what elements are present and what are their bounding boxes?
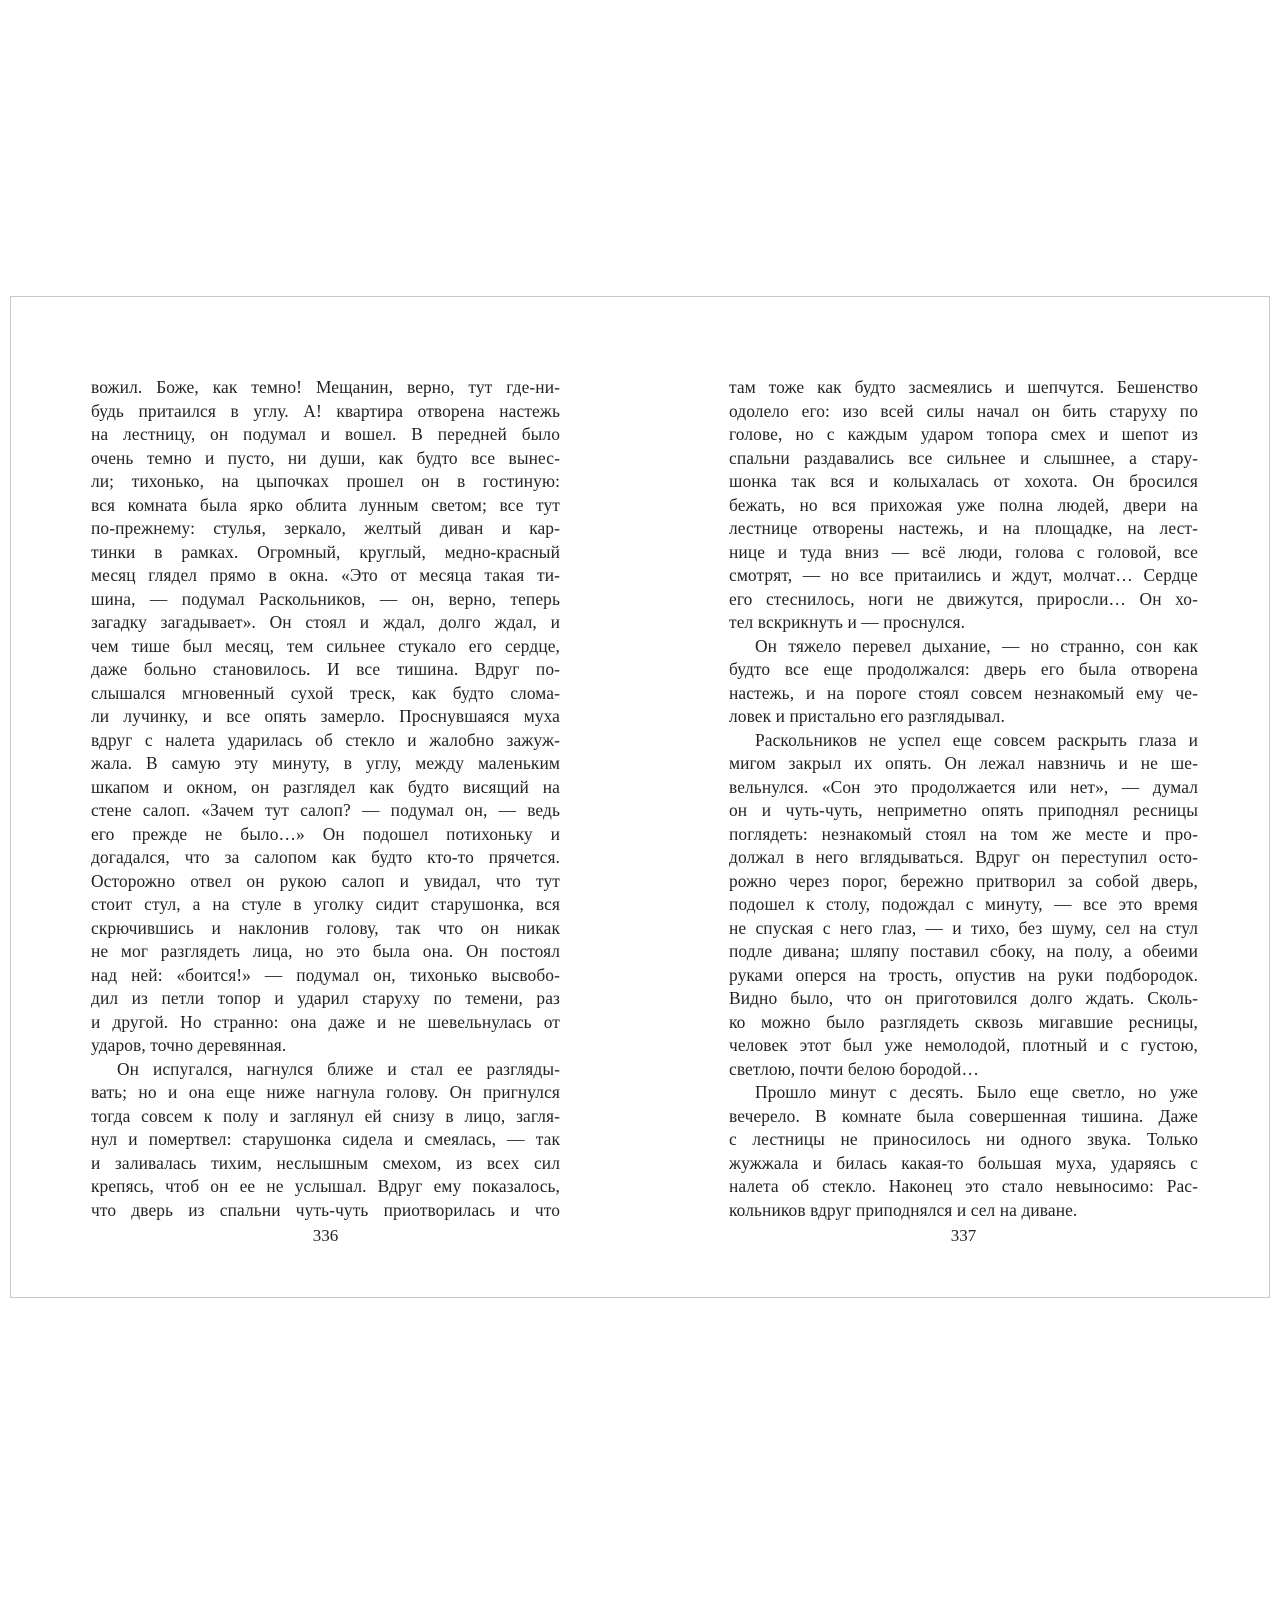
text-line: шонка так вся и колыхалась от хохота. Он бросился xyxy=(729,471,1198,491)
text-line: шина, — подумал Раскольников, — он, верно, теперь xyxy=(91,588,560,609)
text-line: крепясь, чтоб он ее не услышал. Вдруг ему показалось, xyxy=(91,1176,560,1196)
text-line: загадку загадывает». Он стоял и ждал, долго ждал, и xyxy=(91,612,560,632)
text-line: Он испугался, нагнулся ближе и стал ее разгляды- xyxy=(117,1058,560,1079)
right-page xyxy=(641,297,1271,1299)
text-line: над ней: «боится!» — подумал он, тихонько высвобо- xyxy=(91,964,560,985)
text-line: скрючившись и наклонив голову, так что он никак xyxy=(91,917,560,938)
text-line: Раскольников не успел еще совсем раскрыть глаза и xyxy=(755,729,1198,750)
text-line: он и чуть-чуть, неприметно опять приподнял ресницы xyxy=(729,800,1198,820)
text-line: лестнице отворены настежь, и на площадке, на лест- xyxy=(729,518,1198,538)
text-line: и заливалась тихим, неслышным смехом, из всех сил xyxy=(91,1152,560,1173)
text-line: Осторожно отвел он рукою салоп и увидал, что тут xyxy=(91,870,560,891)
text-line: месяц глядел прямо в окна. «Это от месяца такая ти- xyxy=(91,565,560,585)
text-line: настежь, и на пороге стоял совсем незнакомый ему че- xyxy=(729,682,1198,703)
text-line: его стеснилось, ноги не движутся, приросли… Он хо- xyxy=(729,588,1198,609)
text-line: по-прежнему: стулья, зеркало, желтый диван и кар- xyxy=(91,518,560,538)
text-line: его прежде не было…» Он подошел потихоньку и xyxy=(91,823,560,844)
text-line: вся комната была ярко облита лунным светом; все тут xyxy=(91,494,560,515)
text-line: бежать, но вся прихожая уже полна людей, двери на xyxy=(729,494,1198,515)
right-page-text xyxy=(729,376,1198,1222)
text-line: смотрят, — но все притаились и ждут, молчат… Сердце xyxy=(729,565,1198,585)
text-line: ударов, точно деревянная. xyxy=(91,1035,287,1055)
text-line: очень темно и пусто, ни души, как будто все вынес- xyxy=(91,447,560,468)
right-page-number: 337 xyxy=(950,1226,977,1245)
text-line: ко можно было разглядеть сквозь мигавшие ресницы, xyxy=(729,1011,1198,1032)
left-page xyxy=(11,297,641,1299)
text-line: налета об стекло. Наконец это стало невыносимо: Рас- xyxy=(729,1176,1198,1196)
left-page-number: 336 xyxy=(312,1226,339,1245)
text-line: Видно было, что он приготовился долго ждать. Сколь- xyxy=(729,988,1198,1008)
text-line: будто все еще продолжался: дверь его была отворена xyxy=(729,659,1198,679)
text-line: подле дивана; шляпу поставил сбоку, на полу, а обеими xyxy=(729,941,1198,961)
text-line: одолело его: изо всей силы начал он бить старуху по xyxy=(729,400,1198,421)
text-line: человек этот был уже немолодой, плотный и с густою, xyxy=(729,1035,1198,1055)
text-line: даже больно становилось. И все тишина. Вдруг по- xyxy=(91,659,560,679)
text-line: вожил. Боже, как темно! Мещанин, верно, тут где-ни- xyxy=(91,377,560,397)
text-line: стоит стул, а на стуле в уголку сидит старушонка, вся xyxy=(91,894,560,914)
text-line: Он тяжело перевел дыхание, — но странно, сон как xyxy=(755,635,1198,656)
text-line: жужжала и билась какая-то большая муха, ударяясь с xyxy=(729,1152,1198,1173)
text-line: не мог разглядеть лица, но это была она. Он постоял xyxy=(91,941,560,961)
text-line: тел вскрикнуть и — проснулся. xyxy=(729,612,966,632)
text-line: стене салоп. «Зачем тут салоп? — подумал он, — ведь xyxy=(91,800,560,820)
text-line: будь притаился в углу. А! квартира отворена настежь xyxy=(91,400,560,421)
text-line: шкапом и окном, он разглядел как будто висящий на xyxy=(91,776,560,797)
text-line: на лестницу, он подумал и вошел. В передней было xyxy=(91,424,560,444)
left-page-text xyxy=(91,376,560,1222)
text-line: должал в него вглядываться. Вдруг он переступил осто- xyxy=(729,847,1198,867)
text-line: светлою, почти белою бородой… xyxy=(729,1058,979,1079)
text-line: там тоже как будто засмеялись и шепчутся. Бешенство xyxy=(729,377,1198,397)
text-line: не спуская с него глаз, — и тихо, без шуму, сел на стул xyxy=(729,917,1198,938)
text-line: спальни раздавались все сильнее и слышнее, а стару- xyxy=(729,447,1198,468)
text-line: что дверь из спальни чуть-чуть приотворилась и что xyxy=(91,1199,560,1220)
text-line: с лестницы не приносилось ни одного звука. Только xyxy=(729,1129,1198,1149)
text-line: вельнулся. «Сон это продолжается или нет», — думал xyxy=(729,776,1198,797)
text-line: ли лучинку, и все опять замерло. Проснувшаяся муха xyxy=(91,706,560,726)
text-line: чем тише был месяц, тем сильнее стукало его сердце, xyxy=(91,635,560,656)
text-line: подошел к столу, подождал с минуту, — все это время xyxy=(729,894,1198,914)
text-line: кольников вдруг приподнялся и сел на диване. xyxy=(729,1199,1078,1220)
book-spread xyxy=(10,296,1270,1298)
text-line: тогда совсем к полу и заглянул ей снизу в лицо, загля- xyxy=(91,1105,560,1126)
text-line: и другой. Но странно: она даже и не шевельнулась от xyxy=(91,1011,560,1032)
text-line: нице и туда вниз — всё люди, голова с головой, все xyxy=(729,541,1198,562)
text-line: руками оперся на трость, опустив на руки подбородок. xyxy=(729,964,1198,985)
text-line: мигом закрыл их опять. Он лежал навзничь и не ше- xyxy=(729,753,1198,773)
text-line: голове, но с каждым ударом топора смех и шепот из xyxy=(729,424,1198,444)
text-line: тинки в рамках. Огромный, круглый, медно-красный xyxy=(91,541,560,562)
text-line: рожно через порог, бережно притворил за собой дверь, xyxy=(729,870,1198,891)
text-line: жала. В самую эту минуту, в углу, между маленьким xyxy=(91,753,560,773)
text-line: поглядеть: незнакомый стоял на том же месте и про- xyxy=(729,823,1198,844)
text-line: Прошло минут с десять. Было еще светло, но уже xyxy=(755,1082,1198,1102)
text-line: ли; тихонько, на цыпочках прошел он в гостиную: xyxy=(91,471,560,491)
text-line: слышался мгновенный сухой треск, как будто слома- xyxy=(91,682,560,703)
text-line: вдруг с налета ударилась об стекло и жалобно зажуж- xyxy=(91,729,560,750)
text-line: догадался, что за салопом как будто кто-то прячется. xyxy=(91,847,560,867)
text-line: ловек и пристально его разглядывал. xyxy=(729,706,1005,726)
text-line: вать; но и она еще ниже нагнула голову. Он пригнулся xyxy=(91,1082,560,1102)
text-line: нул и помертвел: старушонка сидела и смеялась, — так xyxy=(91,1129,560,1149)
text-line: дил из петли топор и ударил старуху по темени, раз xyxy=(91,988,560,1008)
text-line: вечерело. В комнате была совершенная тишина. Даже xyxy=(729,1105,1198,1126)
